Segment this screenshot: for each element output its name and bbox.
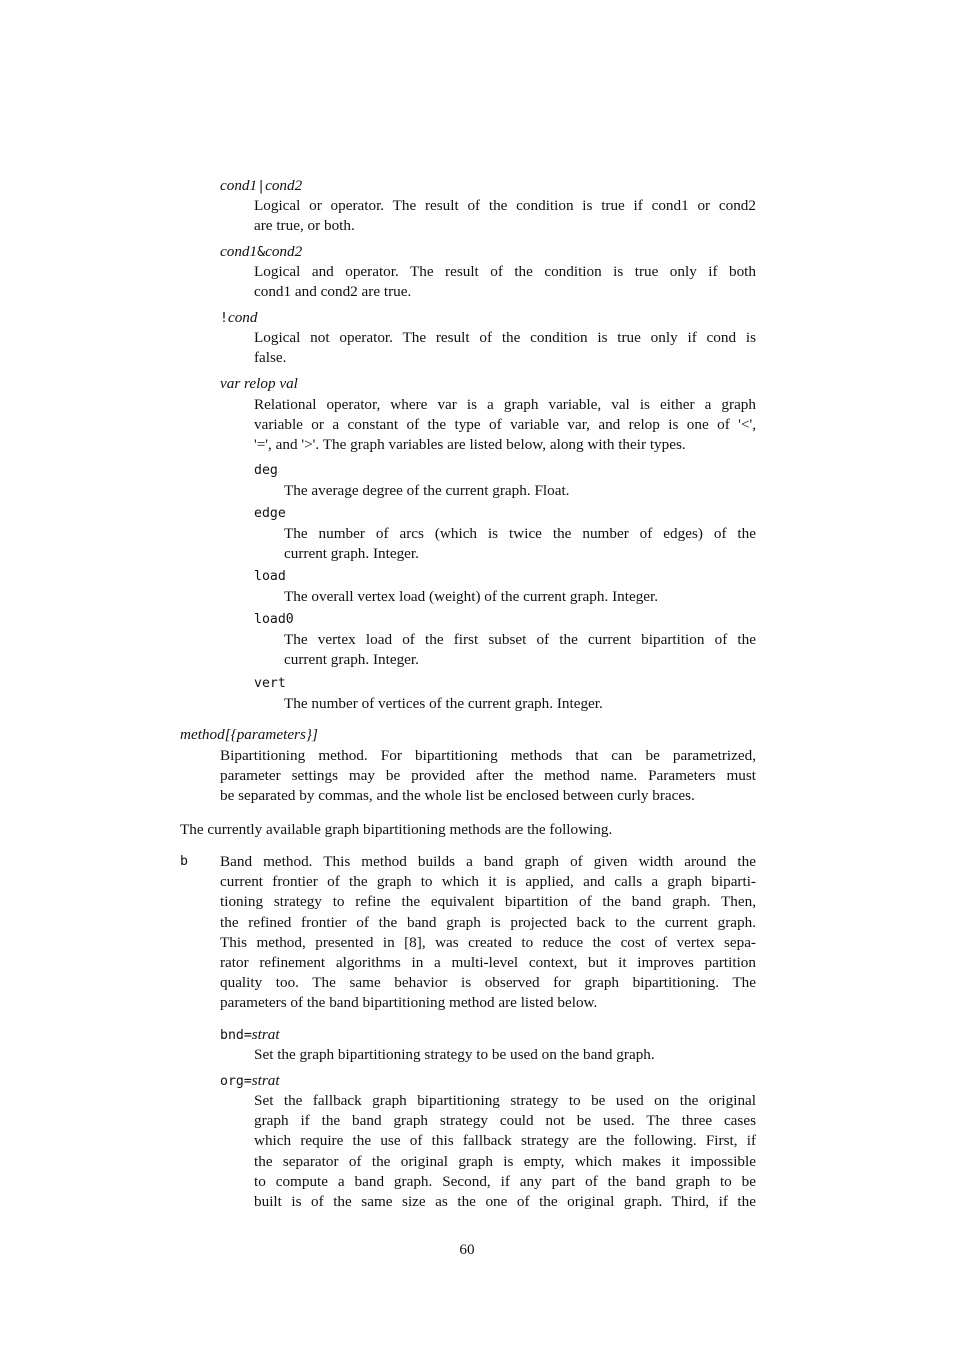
- variable-vert-description: [284, 694, 756, 714]
- text-line: '=', and '>'. The graph variables are listed below, along with their types.: [254, 436, 686, 454]
- variable-edge-name: edge: [254, 506, 286, 521]
- text-line: be separated by commas, and the whole list be enclosed between curly braces.: [220, 787, 695, 805]
- condition-and-term: [220, 242, 302, 263]
- condition-and-description: [254, 262, 756, 302]
- text-line: The overall vertex load (weight) of the current graph. Integer.: [284, 588, 659, 605]
- band-method-description: [220, 852, 756, 1014]
- text-line: the separator of the original graph is empty, which makes it impossible: [254, 1152, 756, 1170]
- variable-load0-description: [284, 630, 756, 670]
- text-line: tioning strategy to refine the equivalent bipartition of the band graph. Then,: [220, 893, 756, 911]
- text-line: The average degree of the current graph. Float.: [284, 482, 570, 499]
- text-line: parameter settings may be provided after the method name. Parameters must: [220, 767, 756, 785]
- param-org-value: strat: [251, 1072, 280, 1089]
- text-line: to compute a band graph. Second, if any part of the band graph to be: [254, 1172, 756, 1190]
- text-line: variable or a constant of the type of variable var, and relop is one of '<',: [254, 416, 756, 434]
- text-line: current frontier of the graph to which it is applied, and calls a graph biparti-: [220, 873, 756, 891]
- text-line: Set the graph bipartitioning strategy to be used on the band graph.: [254, 1046, 655, 1063]
- variable-load-description: [284, 587, 756, 607]
- page-number: 60: [459, 1241, 475, 1258]
- param-org-term: [220, 1071, 280, 1092]
- text-line: the refined frontier of the band graph is projected back to the current graph.: [220, 913, 756, 931]
- text-line: false.: [254, 349, 287, 367]
- variable-deg-name: deg: [254, 463, 278, 478]
- text-line: Set the fallback graph bipartitioning strategy to be used on the original: [254, 1092, 756, 1109]
- text-line: Relational operator, where var is a graph variable, val is either a graph: [254, 396, 756, 413]
- text-line: current graph. Integer.: [284, 651, 419, 669]
- condition-or-left: cond1: [220, 177, 258, 194]
- condition-not-term: [220, 308, 257, 329]
- text-line: The vertex load of the first subset of the current bipartition of the: [284, 631, 756, 648]
- text-line: The number of vertices of the current graph. Integer.: [284, 695, 603, 712]
- variable-load0-name: load0: [254, 612, 294, 627]
- param-org-name: org=: [220, 1074, 252, 1089]
- methods-intro-paragraph: The currently available graph bipartitioning methods are the following.: [180, 821, 613, 838]
- variable-vert-name: vert: [254, 676, 286, 691]
- band-method-key: b: [180, 854, 188, 869]
- text-line: Logical and operator. The result of the condition is true only if both: [254, 263, 756, 280]
- text-line: graph if the band graph strategy could not be used. The three cases: [254, 1112, 756, 1130]
- condition-relop-description: [254, 395, 756, 456]
- param-bnd-description: [254, 1045, 756, 1065]
- text-line: quality too. The same behavior is observed for graph bipartitioning. The: [220, 974, 756, 992]
- text-line: built is of the same size as the one of the original graph. Third, if the: [254, 1193, 756, 1211]
- text-line: are true, or both.: [254, 217, 355, 235]
- text-line: cond1 and cond2 are true.: [254, 283, 412, 301]
- text-line: parameters of the band bipartitioning method are listed below.: [220, 994, 598, 1012]
- condition-not-operator: !: [220, 311, 228, 326]
- text-line: rator refinement algorithms in a multi-level context, but it improves partition: [220, 954, 756, 972]
- text-line: Band method. This method builds a band graph of given width around the: [220, 853, 756, 870]
- text-line: Logical or operator. The result of the condition is true if cond1 or cond2: [254, 197, 756, 214]
- condition-and-operator: &: [257, 245, 266, 260]
- param-org-description: [254, 1091, 756, 1212]
- condition-and-left: cond1: [220, 243, 258, 260]
- text-line: The number of arcs (which is twice the number of edges) of the: [284, 525, 756, 542]
- variable-load-name: load: [254, 569, 286, 584]
- condition-and-right: cond2: [265, 243, 303, 260]
- param-bnd-term: [220, 1025, 280, 1046]
- param-bnd-value: strat: [251, 1026, 280, 1043]
- variable-deg-description: [284, 481, 756, 501]
- condition-not-description: [254, 328, 756, 368]
- text-line: Logical not operator. The result of the condition is true only if cond is: [254, 329, 756, 346]
- condition-or-term: [220, 176, 302, 197]
- param-bnd-name: bnd=: [220, 1028, 252, 1043]
- condition-not-operand: cond: [227, 309, 258, 326]
- variable-edge-description: [284, 524, 756, 564]
- method-term: method[{parameters}]: [180, 726, 318, 743]
- text-line: which require the use of this fallback strategy are the following. First, if: [254, 1132, 756, 1150]
- method-description: [220, 746, 756, 807]
- condition-or-description: [254, 196, 756, 236]
- condition-or-right: cond2: [265, 177, 303, 194]
- condition-relop-term: var relop val: [220, 375, 298, 392]
- condition-or-operator: |: [257, 179, 266, 194]
- text-line: This method, presented in [8], was created to reduce the cost of vertex sepa-: [220, 933, 756, 951]
- text-line: current graph. Integer.: [284, 545, 419, 563]
- text-line: Bipartitioning method. For bipartitioning methods that can be parametrized,: [220, 747, 756, 764]
